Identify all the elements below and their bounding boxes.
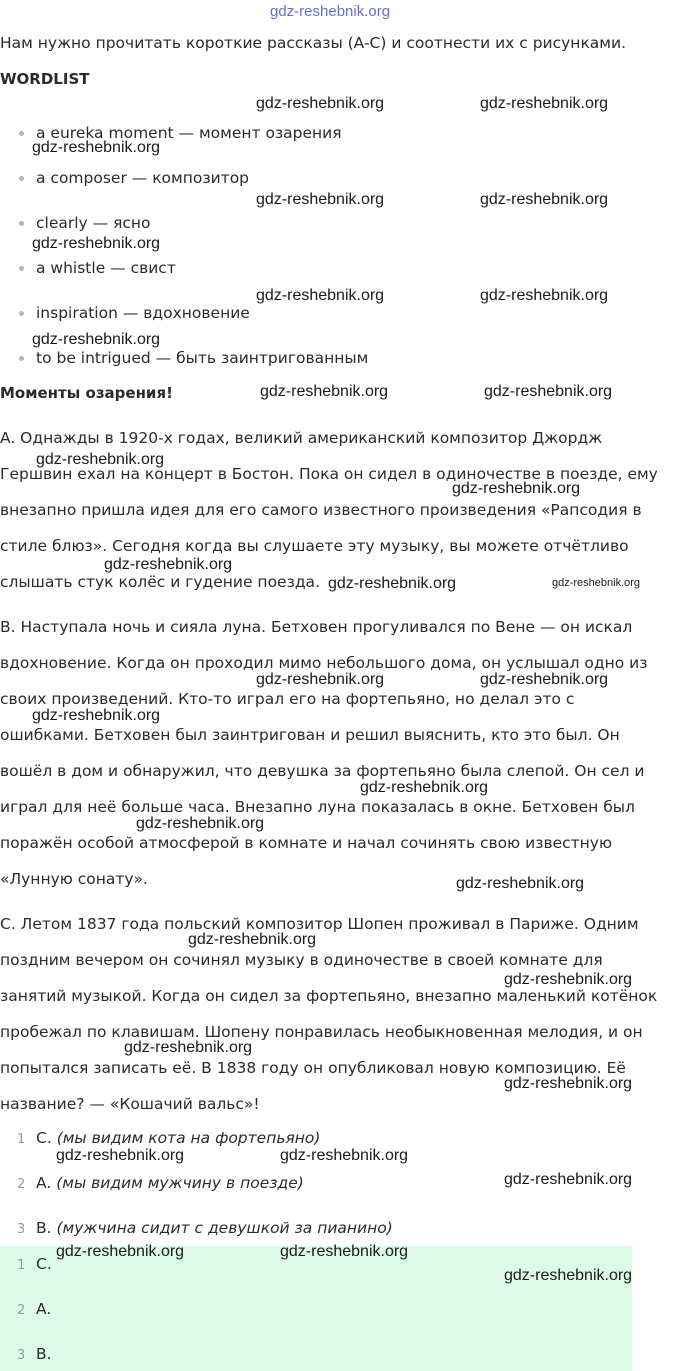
watermark: gdz-reshebnik.org [32,139,161,156]
story-line: внезапно пришла идея для его самого известного произведения «Рапсодия в [0,501,642,519]
watermark: gdz-reshebnik.org [256,95,385,112]
wordlist-item: a whistle — свист [36,259,176,277]
watermark: gdz-reshebnik.org [480,95,609,112]
list-number: 2 [17,1303,26,1318]
watermark: gdz-reshebnik.org [360,779,489,796]
section-heading: Моменты озарения! [0,384,173,402]
match-item [36,1174,304,1192]
story-line: своих произведений. Кто-то играл его на фортепьяно, но делал это с [0,690,575,708]
story-line: C. Летом 1837 года польский композитор Шопен проживал в Париже. Одним [0,915,639,933]
story-line: «Лунную сонату». [0,870,148,888]
answer-letter: C. [36,1255,52,1273]
bullet [19,356,24,361]
story-line: A. Однажды в 1920-х годах, великий американский композитор Джордж [0,429,603,447]
intro-text: Нам нужно прочитать короткие рассказы (A-C) и соотнести их с рисунками. [0,34,626,52]
watermark: gdz-reshebnik.org [552,577,641,589]
bullet [19,311,24,316]
story-line: поражён особой атмосферой в комнате и начал сочинять свою известную [0,834,613,852]
match-description: (мы видим мужчину в поезде) [56,1174,304,1192]
story-line: поздним вечером он сочинял музыку в одиночестве в своей комнате для [0,951,603,969]
list-number: 2 [17,1177,26,1192]
story-line: B. Наступала ночь и сияла луна. Бетховен прогуливался по Вене — он искал [0,618,633,636]
watermark: gdz-reshebnik.org [328,575,457,592]
bullet [19,221,24,226]
bullet [19,266,24,271]
watermark: gdz-reshebnik.org [124,1039,253,1056]
match-description: (мужчина сидит с девушкой за пианино) [56,1219,393,1237]
watermark: gdz-reshebnik.org [280,1147,409,1164]
watermark: gdz-reshebnik.org [56,1147,185,1164]
watermark: gdz-reshebnik.org [480,671,609,688]
story-line: играл для неё больше часа. Внезапно луна показалась в окне. Бетховен был [0,798,635,816]
watermark: gdz-reshebnik.org [36,451,165,468]
story-line: попытался записать её. В 1838 году он опубликовал новую композицию. Её [0,1059,626,1077]
wordlist-heading: WORDLIST [0,70,90,88]
watermark: gdz-reshebnik.org [270,3,391,20]
match-item [36,1129,320,1147]
watermark: gdz-reshebnik.org [504,1267,633,1284]
story-line: название? — «Кошачий вальс»! [0,1095,260,1113]
watermark: gdz-reshebnik.org [256,287,385,304]
story-line: вдохновение. Когда он проходил мимо небольшого дома, он услышал одно из [0,654,648,672]
bullet [19,176,24,181]
watermark: gdz-reshebnik.org [256,191,385,208]
watermark: gdz-reshebnik.org [480,191,609,208]
watermark: gdz-reshebnik.org [452,480,581,497]
wordlist-item: inspiration — вдохновение [36,304,250,322]
watermark: gdz-reshebnik.org [504,1075,633,1092]
watermark: gdz-reshebnik.org [188,931,317,948]
match-item [36,1219,393,1237]
wordlist-item: a eureka moment — момент озарения [36,124,342,142]
watermark: gdz-reshebnik.org [56,1243,185,1260]
watermark: gdz-reshebnik.org [280,1243,409,1260]
match-letter: A. [36,1174,52,1192]
story-line: слышать стук колёс и гудение поезда. [0,573,320,591]
answer-letter: A. [36,1300,52,1318]
watermark: gdz-reshebnik.org [256,671,385,688]
match-letter: B. [36,1219,52,1237]
story-line: Гершвин ехал на концерт в Бостон. Пока он сидел в одиночестве в поезде, ему [0,465,658,483]
watermark: gdz-reshebnik.org [104,556,233,573]
watermark: gdz-reshebnik.org [136,815,265,832]
watermark: gdz-reshebnik.org [32,331,161,348]
list-number: 3 [17,1348,26,1363]
match-description: (мы видим кота на фортепьяно) [56,1129,321,1147]
wordlist-item: clearly — ясно [36,214,151,232]
match-letter: C. [36,1129,52,1147]
wordlist-item: a composer — композитор [36,169,250,187]
watermark: gdz-reshebnik.org [484,383,613,400]
wordlist-item: to be intrigued — быть заинтригованным [36,349,369,367]
watermark: gdz-reshebnik.org [456,875,585,892]
list-number: 1 [17,1258,26,1273]
watermark: gdz-reshebnik.org [32,707,161,724]
watermark: gdz-reshebnik.org [32,235,161,252]
watermark: gdz-reshebnik.org [504,971,633,988]
story-line: занятий музыкой. Когда он сидел за фортепьяно, внезапно маленький котёнок [0,987,658,1005]
answer-highlight-block [0,1246,632,1371]
story-line: стиле блюз». Сегодня когда вы слушаете эту музыку, вы можете отчётливо [0,537,629,555]
watermark: gdz-reshebnik.org [480,287,609,304]
story-line: ошибками. Бетховен был заинтригован и решил выяснить, кто это был. Он [0,726,620,744]
story-line: вошёл в дом и обнаружил, что девушка за фортепьяно была слепой. Он сел и [0,762,645,780]
answer-letter: B. [36,1345,52,1363]
list-number: 3 [17,1222,26,1237]
list-number: 1 [17,1132,26,1147]
watermark: gdz-reshebnik.org [260,383,389,400]
story-line: пробежал по клавишам. Шопену понравилась необыкновенная мелодия, и он [0,1023,643,1041]
watermark: gdz-reshebnik.org [504,1171,633,1188]
bullet [19,131,24,136]
